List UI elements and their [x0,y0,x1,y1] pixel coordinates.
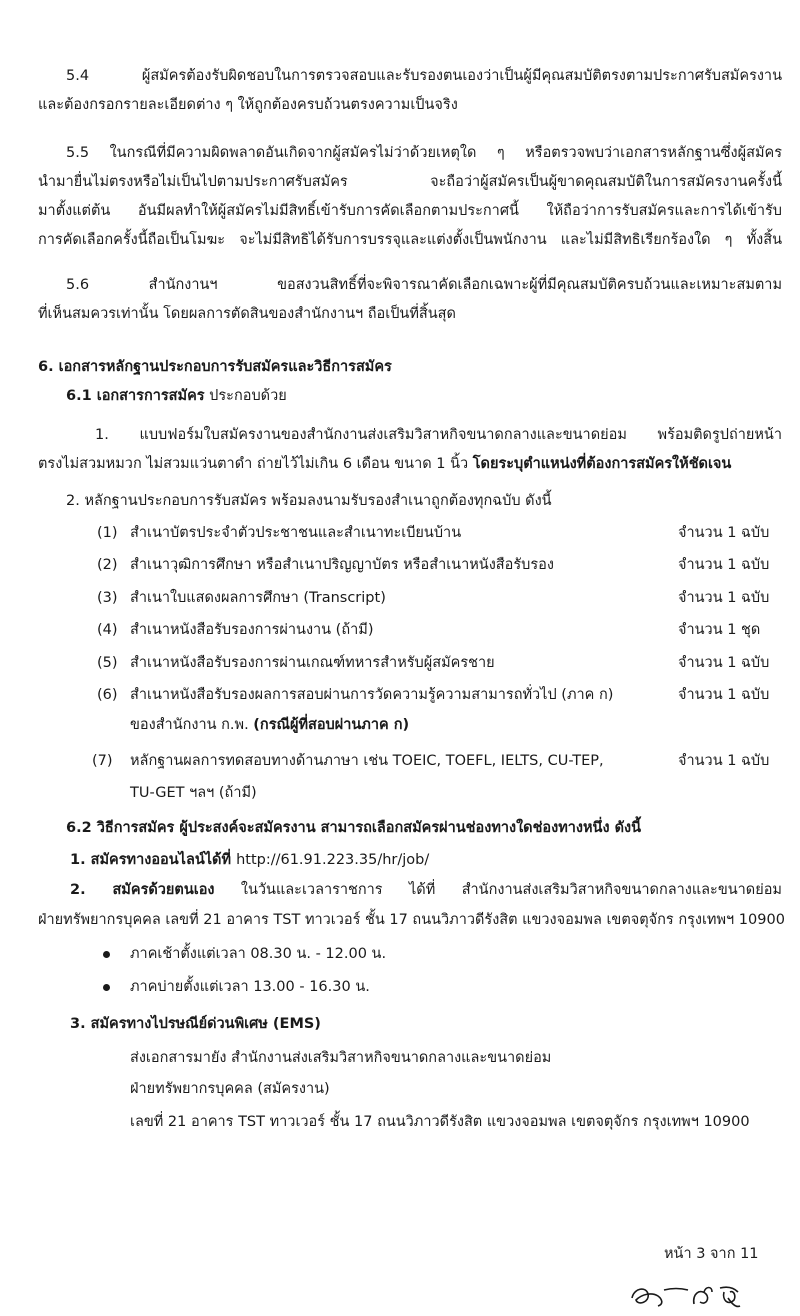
hours-afternoon: ภาคบ่ายตั้งแต่เวลา 13.00 - 16.30 น. [130,979,370,995]
list-item-text: สำเนาวุฒิการศึกษา หรือสำเนาปริญญาบัตร หรือสำเนาหนังสือรับรอง [130,557,554,573]
list-item-number: (1) [97,525,118,541]
method-in-person-address: ฝ่ายทรัพยากรบุคคล เลขที่ 21 อาคาร TST ทาวเวอร์ ชั้น 17 ถนนวิภาวดีรังสิต แขวงจอมพล เขตจตุจักร กรุงเทพฯ 10900 [38,912,785,928]
list-item-quantity: จำนวน 1 ฉบับ [678,687,770,703]
list-item-number: (5) [97,655,118,671]
para-5-5-line2: นำมายื่นไม่ตรงหรือไม่เป็นไปตามประกาศรับสมัคร จะถือว่าผู้สมัครเป็นผู้ขาดคุณสมบัติในการสมัครงานครั้งนี้ [38,174,782,190]
para-5-5-line3: มาตั้งแต่ต้น อันมีผลทำให้ผู้สมัครไม่มีสิทธิ์เข้ารับการคัดเลือกตามประกาศนี้ ให้ถือว่าการรับสมัครและการได้เข้ารับ [38,203,782,219]
list-item-number: (4) [97,622,118,638]
list-item-text-continued: TU-GET ฯลฯ (ถ้ามี) [130,785,257,801]
handwritten-signature [628,1276,758,1312]
section-6-1-heading-label: 6.1 เอกสารการสมัคร [66,388,205,404]
doc-item-1-line2 [38,454,731,474]
list-item-text-continued-plain: ของสำนักงาน ก.พ. [130,717,254,733]
list-item-number: (2) [97,557,118,573]
section-6-1-heading [66,386,287,406]
section-6-1-heading-tail: ประกอบด้วย [204,388,287,404]
method-ems-line2: ฝ่ายทรัพยากรบุคคล (สมัครงาน) [130,1081,330,1097]
method-in-person-text: ในวันและเวลาราชการ ได้ที่ สำนักงานส่งเสริมวิสาหกิจขนาดกลางและขนาดย่อม [214,882,782,898]
list-item-text: สำเนาหนังสือรับรองผลการสอบผ่านการวัดความรู้ความสามารถทั่วไป (ภาค ก) [130,687,614,703]
method-ems-line1: ส่งเอกสารมายัง สำนักงานส่งเสริมวิสาหกิจขนาดกลางและขนาดย่อม [130,1050,552,1066]
bullet-icon [103,951,110,958]
method-online [70,850,429,870]
doc-item-2-heading: 2. หลักฐานประกอบการรับสมัคร พร้อมลงนามรับรองสำเนาถูกต้องทุกฉบับ ดังนี้ [66,493,552,509]
list-item-quantity: จำนวน 1 ฉบับ [678,525,770,541]
list-item-quantity: จำนวน 1 ฉบับ [678,590,770,606]
method-in-person-label: 2. สมัครด้วยตนเอง [70,882,215,898]
list-item-number: (3) [97,590,118,606]
list-item-text-continued [130,715,409,735]
method-online-url: http://61.91.223.35/hr/job/ [236,852,430,868]
list-item-text: สำเนาหนังสือรับรองการผ่านงาน (ถ้ามี) [130,622,374,638]
method-online-label: 1. สมัครทางออนไลน์ได้ที่ [70,852,237,868]
list-item-quantity: จำนวน 1 ฉบับ [678,753,770,769]
para-5-5-line4: การคัดเลือกครั้งนี้ถือเป็นโมฆะ จะไม่มีสิทธิได้รับการบรรจุและแต่งตั้งเป็นพนักงาน และไม่มีสิทธิเรียกร้องใด ๆ ทั้งสิ้น [38,232,782,248]
list-item-quantity: จำนวน 1 ชุด [678,622,761,638]
list-item-text: หลักฐานผลการทดสอบทางด้านภาษา เช่น TOEIC, TOEFL, IELTS, CU-TEP, [130,753,604,769]
page-number: หน้า 3 จาก 11 [664,1246,759,1262]
section-6-2-heading: 6.2 วิธีการสมัคร ผู้ประสงค์จะสมัครงาน สามารถเลือกสมัครผ่านช่องทางใดช่องทางหนึ่ง ดังนี้ [66,820,642,836]
para-5-6-line1: 5.6 สำนักงานฯ ขอสงวนสิทธิ์ที่จะพิจารณาคัดเลือกเฉพาะผู้ที่มีคุณสมบัติครบถ้วนและเหมาะสมตาม [66,277,782,293]
hours-morning: ภาคเช้าตั้งแต่เวลา 08.30 น. - 12.00 น. [130,946,387,962]
list-item-text-continued-bold: (กรณีผู้ที่สอบผ่านภาค ก) [253,717,410,733]
para-5-4-line1: 5.4 ผู้สมัครต้องรับผิดชอบในการตรวจสอบและรับรองตนเองว่าเป็นผู้มีคุณสมบัติตรงตามประกาศรับสมัครงาน [66,68,782,84]
method-ems-heading: 3. สมัครทางไปรษณีย์ด่วนพิเศษ (EMS) [70,1016,321,1032]
section-6-title: 6. เอกสารหลักฐานประกอบการรับสมัครและวิธีการสมัคร [38,359,392,375]
para-5-5-line1: 5.5 ในกรณีที่มีความผิดพลาดอันเกิดจากผู้สมัครไม่ว่าด้วยเหตุใด ๆ หรือตรวจพบว่าเอกสารหลักฐานซึ่งผู้สมัคร [66,145,782,161]
list-item-number: (7) [92,753,113,769]
list-item-quantity: จำนวน 1 ฉบับ [678,557,770,573]
para-5-4-line2: และต้องกรอกรายละเอียดต่าง ๆ ให้ถูกต้องครบถ้วนตรงความเป็นจริง [38,97,458,113]
doc-item-1-line2-text: ตรงไม่สวมหมวก ไม่สวมแว่นตาดำ ถ่ายไว้ไม่เกิน 6 เดือน ขนาด 1 นิ้ว [38,456,473,472]
doc-item-1-emphasis: โดยระบุตำแหน่งที่ต้องการสมัครให้ชัดเจน [472,456,732,472]
list-item-text: สำเนาใบแสดงผลการศึกษา (Transcript) [130,590,386,606]
method-in-person [70,880,782,900]
list-item-quantity: จำนวน 1 ฉบับ [678,655,770,671]
list-item-text: สำเนาบัตรประจำตัวประชาชนและสำเนาทะเบียนบ้าน [130,525,462,541]
list-item-number: (6) [97,687,118,703]
bullet-icon [103,984,110,991]
list-item-text: สำเนาหนังสือรับรองการผ่านเกณฑ์ทหารสำหรับผู้สมัครชาย [130,655,495,671]
method-ems-line3: เลขที่ 21 อาคาร TST ทาวเวอร์ ชั้น 17 ถนนวิภาวดีรังสิต แขวงจอมพล เขตจตุจักร กรุงเทพฯ 10900 [130,1114,750,1130]
doc-item-1-line1: 1. แบบฟอร์มใบสมัครงานของสำนักงานส่งเสริมวิสาหกิจขนาดกลางและขนาดย่อม พร้อมติดรูปถ่ายหน้า [95,427,782,443]
para-5-6-line2: ที่เห็นสมควรเท่านั้น โดยผลการตัดสินของสำนักงานฯ ถือเป็นที่สิ้นสุด [38,306,456,322]
